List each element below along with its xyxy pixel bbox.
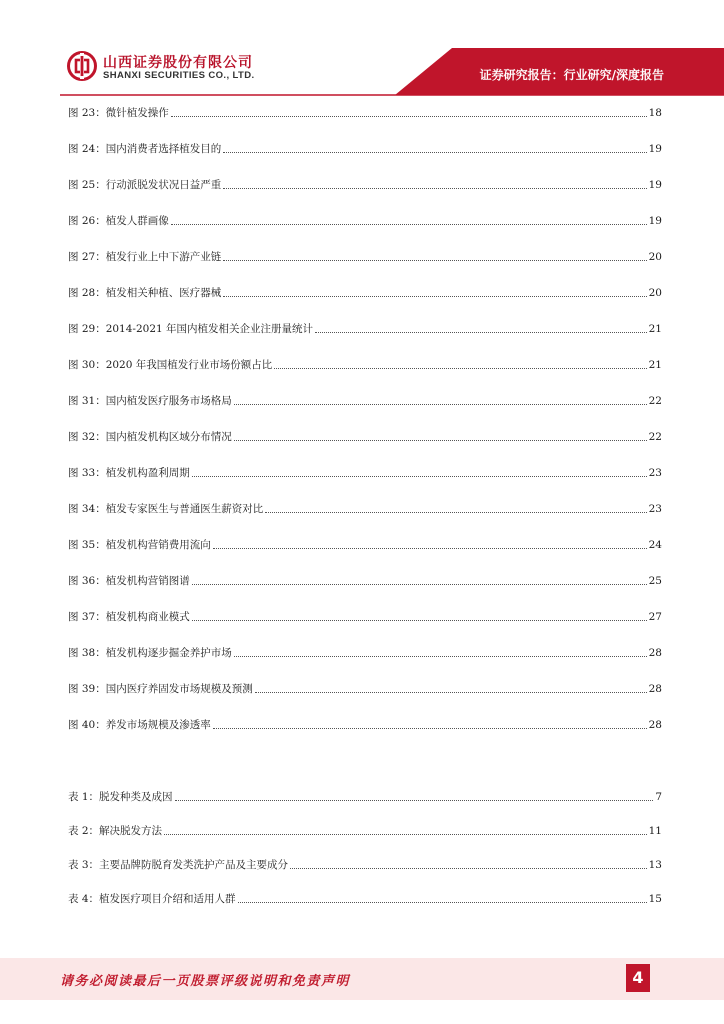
dot-leader	[223, 188, 646, 189]
dot-leader	[234, 656, 647, 657]
toc-entry-label: 表 2：解决脱发方法	[68, 825, 163, 837]
dot-leader	[223, 260, 646, 261]
dot-leader	[290, 868, 647, 869]
toc-entry-page: 28	[648, 719, 662, 731]
toc-table-2[interactable]	[68, 822, 662, 838]
toc-entry-label: 表 1：脱发种类及成因	[68, 791, 173, 803]
toc-figure-38[interactable]	[68, 644, 662, 660]
toc-entry-page: 28	[648, 683, 662, 695]
toc-entry-label: 图 23：微针植发操作	[68, 107, 169, 119]
toc-figure-40[interactable]	[68, 716, 662, 732]
header-banner	[0, 0, 724, 100]
dot-leader	[192, 476, 647, 477]
page-header	[0, 0, 724, 100]
dot-leader	[171, 116, 647, 117]
toc-figure-26[interactable]	[68, 212, 662, 228]
toc-entry-page: 23	[648, 467, 662, 479]
dot-leader	[274, 368, 646, 369]
report-type-label: 证券研究报告：行业研究/深度报告	[479, 68, 664, 82]
toc-figure-39[interactable]	[68, 680, 662, 696]
toc-entry-label: 图 36：植发机构营销图谱	[68, 575, 190, 587]
toc-entry-label: 图 34：植发专家医生与普通医生薪资对比	[68, 503, 264, 515]
toc-entry-label: 图 32：国内植发机构区域分布情况	[68, 431, 232, 443]
toc-table-3[interactable]	[68, 856, 662, 872]
toc-figure-36[interactable]	[68, 572, 662, 588]
toc-figure-28[interactable]	[68, 284, 662, 300]
toc-entry-page: 11	[648, 825, 662, 837]
toc-entry-label: 图 40：养发市场规模及渗透率	[68, 719, 211, 731]
toc-figure-35[interactable]	[68, 536, 662, 552]
toc-entry-page: 19	[648, 215, 662, 227]
dot-leader	[213, 728, 647, 729]
toc-entry-page: 13	[648, 859, 662, 871]
toc-entry-label: 图 27：植发行业上中下游产业链	[68, 251, 222, 263]
toc-entry-label: 图 35：植发机构营销费用流向	[68, 539, 211, 551]
dot-leader	[192, 584, 647, 585]
page-number-badge: 4	[626, 964, 650, 992]
toc-entry-page: 15	[648, 893, 662, 905]
toc-entry-page: 28	[648, 647, 662, 659]
toc-entry-label: 图 26：植发人群画像	[68, 215, 169, 227]
toc-entry-page: 7	[655, 791, 662, 803]
toc-entry-page: 22	[648, 431, 662, 443]
toc-entry-label: 图 31：国内植发医疗服务市场格局	[68, 395, 232, 407]
toc-figure-29[interactable]	[68, 320, 662, 336]
dot-leader	[234, 440, 647, 441]
toc-table-1[interactable]	[68, 788, 662, 804]
toc-entry-page: 19	[648, 179, 662, 191]
toc-figure-32[interactable]	[68, 428, 662, 444]
toc-entry-page: 25	[648, 575, 662, 587]
dot-leader	[234, 404, 647, 405]
dot-leader	[255, 692, 647, 693]
dot-leader	[213, 548, 647, 549]
dot-leader	[315, 332, 647, 333]
toc-entry-label: 图 29：2014-2021 年国内植发相关企业注册量统计	[68, 323, 314, 335]
dot-leader	[164, 834, 647, 835]
toc-figure-37[interactable]	[68, 608, 662, 624]
toc-figure-23[interactable]	[68, 104, 662, 120]
company-name-cn: 山西证券股份有限公司	[103, 55, 253, 71]
dot-leader	[223, 152, 646, 153]
company-name-en: SHANXI SECURITIES CO., LTD.	[103, 70, 255, 81]
toc-entry-page: 24	[648, 539, 662, 551]
dot-leader	[175, 800, 654, 801]
toc-entry-page: 19	[648, 143, 662, 155]
toc-entry-label: 图 25：行动派脱发状况日益严重	[68, 179, 222, 191]
toc-entry-label: 图 38：植发机构逐步掘金养护市场	[68, 647, 232, 659]
toc-figure-24[interactable]	[68, 140, 662, 156]
toc-table-4[interactable]	[68, 890, 662, 906]
toc-figure-25[interactable]	[68, 176, 662, 192]
toc-figure-34[interactable]	[68, 500, 662, 516]
toc-entry-label: 图 28：植发相关种植、医疗器械	[68, 287, 222, 299]
toc-entry-label: 图 33：植发机构盈利周期	[68, 467, 190, 479]
dot-leader	[192, 620, 647, 621]
dot-leader	[171, 224, 647, 225]
toc-entry-page: 27	[648, 611, 662, 623]
toc-figure-30[interactable]	[68, 356, 662, 372]
toc-entry-page: 22	[648, 395, 662, 407]
dot-leader	[265, 512, 646, 513]
page-footer	[0, 958, 724, 1000]
toc-entry-page: 23	[648, 503, 662, 515]
shanxi-securities-logo-icon	[67, 51, 97, 81]
toc-figure-31[interactable]	[68, 392, 662, 408]
toc-entry-page: 21	[648, 359, 662, 371]
dot-leader	[223, 296, 646, 297]
toc-entry-page: 21	[648, 323, 662, 335]
toc-entry-label: 图 30：2020 年我国植发行业市场份额占比	[68, 359, 273, 371]
toc-entry-label: 图 24：国内消费者选择植发目的	[68, 143, 222, 155]
toc-entry-page: 18	[648, 107, 662, 119]
toc-entry-page: 20	[648, 287, 662, 299]
toc-entry-label: 表 3：主要品牌防脱育发类洗护产品及主要成分	[68, 859, 289, 871]
toc-entry-label: 表 4：植发医疗项目介绍和适用人群	[68, 893, 236, 905]
toc-figure-33[interactable]	[68, 464, 662, 480]
toc-entry-page: 20	[648, 251, 662, 263]
toc-figure-27[interactable]	[68, 248, 662, 264]
toc-entry-label: 图 37：植发机构商业模式	[68, 611, 190, 623]
disclaimer-text: 请务必阅读最后一页股票评级说明和免责声明	[60, 974, 351, 989]
toc-entry-label: 图 39：国内医疗养固发市场规模及预测	[68, 683, 253, 695]
dot-leader	[238, 902, 647, 903]
